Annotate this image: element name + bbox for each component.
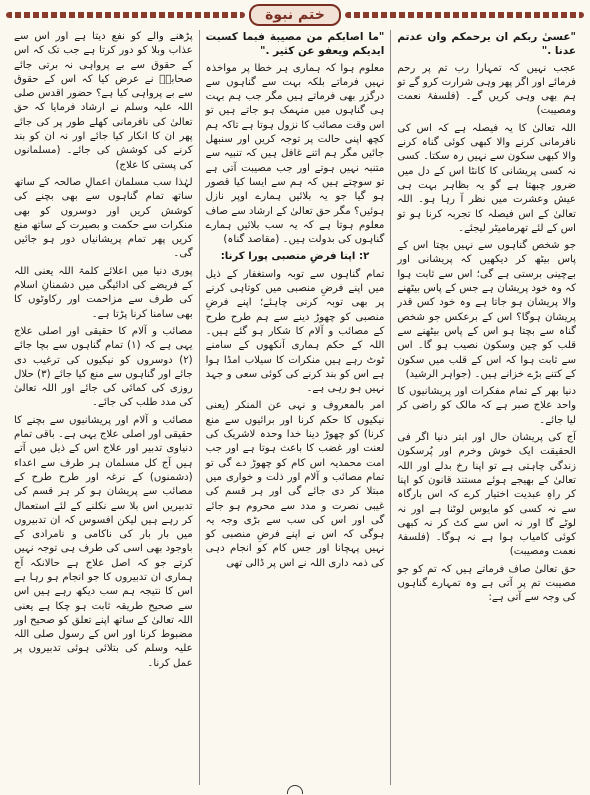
column-middle [200, 30, 392, 785]
column-right [391, 30, 582, 785]
paragraph: آج کی پریشان حال اور ابتر دنیا اگر فی الحقیقت ایک خوش وخرم اور پُرسکون زندگی چاہتی ہے تو اپنا رخ بدلے اور اللہ تعالیٰ کے بھیجے ہوئے مستند قانون کو اپنا کر راہِ عبدیت اختیار کرے کہ اس بارگاہ سے نہ کسی کو مایوس لوٹنا ہے اور نہ لوٹے گا اور نہ اس سے کٹ کر نہ کبھی کوئی کامیاب ہوا ہے نہ ہوگا۔ (فلسفۂ نعمت ومصیبت) [397, 432, 576, 558]
paragraph: مصائب و آلام اور پریشانیوں سے بچنے کا حقیقی اور اصلی علاج یہی ہے۔ باقی تمام دنیاوی تدبیر اور علاج اس کے ذیل میں آتے ہیں آج کل مسلمان ہر طرف سے اعداء (دشمنوں) کے نرغہ اور طرح طرح کے مصائب سے پریشان ہو کر ہر قسم کی تدبیریں اس بلا سے نکلنے کے لئے استعمال کر رہے ہیں لیکن افسوس کہ ان تدبیروں میں بار بار کی ناکامی و نامرادی کے باوجود بھی اسی کی طرف ہی توجہ نہیں کرتے جو کہ اصل علاج ہے حالانکہ آج ہماری ان تدبیروں کا جو انجام ہو رہا ہے اس کا نتیجہ ہم سب دیکھ رہے ہیں اس سے صحیح طریقہ ثابت ہو چکا ہے یعنی اللہ تعالیٰ کے ساتھ اپنے تعلق کو صحیح اور مضبوط کرنا اور اس کے رسول صلی اللہ علیہ وسلم کی بتلائی ہوئی تدبیروں پر عمل کرنا۔ [13, 414, 193, 669]
paragraph: عجب نہیں کہ تمہارا رب تم پر رحم فرمائے اور اگر پھر وہی شرارت کرو گے تو ہم بھی وہی کریں گے۔ (فلسفۂ نعمت ومصیبت) [397, 62, 576, 117]
ornament-rule-right [345, 12, 584, 18]
article-columns [8, 30, 582, 785]
paragraph: امر بالمعروف و نہی عن المنکر (یعنی نیکیوں کا حکم کرنا اور برائیوں سے منع کرنا) کو چھوڑ دینا خدا وحدہ لاشریک کی لعنت اور غضب کا باعث ہوتا ہے اور جب امت محمدیہ اس کام کو چھوڑ دے گی تو تمام مصائب و آلام اور ذلت و خواری میں مبتلا کر دی جائے گی اور ہر قسم کی غیبی نصرت و مدد سے محروم ہو جائے گی اور اس کی سب سے بڑی وجہ یہ ہوگی کہ اس نے اپنے فرضِ منصبی کو نہیں پہچانا اور جس کام کو انجام دہی کی ذمہ داری اللہ نے اس پر ڈالی تھی [205, 400, 385, 569]
paragraph: پوری دنیا میں اعلائے کلمۃ اللہ یعنی اللہ کے فریضے کی ادائیگی میں دشمنانِ اسلام کی طرف سے مزاحمت اور رکاوٹوں کا بھی سامنا کرنا پڑتا ہے۔ [13, 265, 193, 320]
paragraph: پڑھنے والے کو نفع دیتا ہے اور اس سے عذاب وبلا کو دور کرتا ہے جب تک کہ اس کے حقوق سے بے پرواہی نہ برتی جائے صحابہؓ نے عرض کیا کہ اس کے حقوق سے بے پرواہی کیا ہے؟ حضور اقدس صلی اللہ علیہ وسلم نے ارشاد فرمایا کہ حق تعالیٰ کی نافرمانی کھلے طور پر کی جائے پھر ان کا انکار کیا جائے اور نہ ان کو بند کرنے کی کوشش کی جائے۔ (مسلمانوں کی پستی کا علاج) [13, 31, 193, 171]
quranic-verse: "ما اصابکم من مصیبة فبما کسبت ایدیکم ویعفو عن کثیر ." [205, 31, 385, 58]
column-left [8, 30, 200, 785]
ornament-rule-left [6, 12, 245, 18]
paragraph: جو شخص گناہوں سے نہیں بچتا اس کے پاس بیٹھ کر دیکھیں کہ پریشانی اور بےچینی برستی ہے گی؛ اس سے ثابت ہوا کہ وہ خود پریشان ہے جس کے پاس بیٹھنے والا پریشان ہو جاتا ہے وہ خود کس قدر پریشان ہوگا؟ اس کے برعکس جو شخص گناہ سے بچتا ہو اس کے پاس بیٹھنے سے قلب کو چین وسکون نصیب ہو گا۔ اس سے ثابت ہوا کہ اس کے قلب میں سکون کے کتنے بڑے خزانے ہیں۔ (جواہر الرشید) [397, 240, 576, 380]
paragraph: معلوم ہوا کہ ہماری ہر خطا پر مواخذہ نہیں فرماتے بلکہ بہت سے گناہوں سے درگزر بھی فرماتے ہیں مگر جب ہم بہت ہی گناہوں میں منہمک ہو جاتے ہیں تو اس وقت مصائب کا نزول ہوتا ہے تاکہ ہم کچھ اپنی حالت پر توجہ کریں اور سنبھل جائیں مگر ہم اتنے غافل ہیں کہ تنبیہ سے متنبہ نہیں ہوتے اور جب مصیبت آتی ہے تو سوچتے ہیں کہ ہم سے ایسا کیا قصور ہو گیا جو یہ بلائیں ہمارے اوپر نازل ہوئیں؟ مگر حق تعالیٰ کے ارشاد سے صاف معلوم ہوتا ہے کہ یہ سب بلائیں ہمارے گناہوں کی بدولت ہیں۔ (مقاصد گناہ) [205, 62, 385, 246]
paragraph: حق تعالیٰ صاف فرماتے ہیں کہ تم کو جو مصیبت تم پر آتی ہے وہ تمہارے گناہوں کی وجہ سے آتی ہے: [397, 563, 576, 604]
paragraph: لہٰذا سب مسلمان اعمالِ صالحہ کے ساتھ ساتھ تمام گناہوں سے بھی بچنے کی کوشش کریں اور دوسروں کو بھی منکرات سے حکمت و بصیرت کے ساتھ منع کریں پھر تمام پریشانیاں دور ہو جائیں گی۔ [13, 176, 193, 260]
page-heading: ختم نبوة [249, 4, 341, 26]
paragraph: اللہ تعالیٰ کا یہ فیصلہ ہے کہ اس کی نافرمانی کرنے والا کبھی کوئی گناہ کرنے والا کبھی سکون سے نہیں رہ سکتا۔ کسی نہ کسی پریشانی کا کانٹا اس کے دل میں ضرور چبھتا ہے گو یہ بظاہر بہت ہی عیش وعشرت میں نظر آ رہا ہو۔ اللہ تعالیٰ کے اس فیصلہ کا تجربہ کرنا ہو تو اس کے لئے تھرمامیٹر لیجئے۔ [397, 122, 576, 234]
section-heading: ۲: اپنا فرضِ منصبی پورا کرنا: [220, 251, 370, 263]
page-number-ornament [287, 785, 303, 794]
paragraph: تمام گناہوں سے توبہ واستغفار کے ذیل میں اپنے فرضِ منصبی میں کوتاہی کرنے پر بھی توبہ کرنی چاہئے؛ اپنے فرضِ منصبی کو چھوڑ دینے سے ہم طرح طرح کے مصائب و آلام کا شکار ہو گئے ہیں۔ اللہ کے حکم ہماری آنکھوں کے سامنے ٹوٹ رہے ہیں منکرات کا سیلاب امڈا ہوا ہے اس کو بند کرنے کی کوئی سعی و جہد نہیں ہو رہی ہے۔ [205, 268, 385, 395]
paragraph: دنیا بھر کے تمام مفکرات اور پریشانیوں کا واحد علاج صبر ہے کہ مالک کو راضی کر لیا جائے۔ [397, 386, 576, 426]
quranic-verse: "عسیٰ ربکم ان یرحمکم وان عدتم عدنا ." [397, 31, 576, 58]
header-ornament [6, 4, 584, 26]
paragraph: مصائب و آلام کا حقیقی اور اصلی علاج یہی ہے کہ (۱) تمام گناہوں سے بچا جائے (۲) دوسروں کو نیکیوں کی ترغیب دی جائے اور گناہوں سے منع کیا جائے (۳) حلال روزی کی کمائی کی جائے اور اللہ تعالیٰ کی مدد طلب کی جائے۔ [13, 325, 193, 409]
